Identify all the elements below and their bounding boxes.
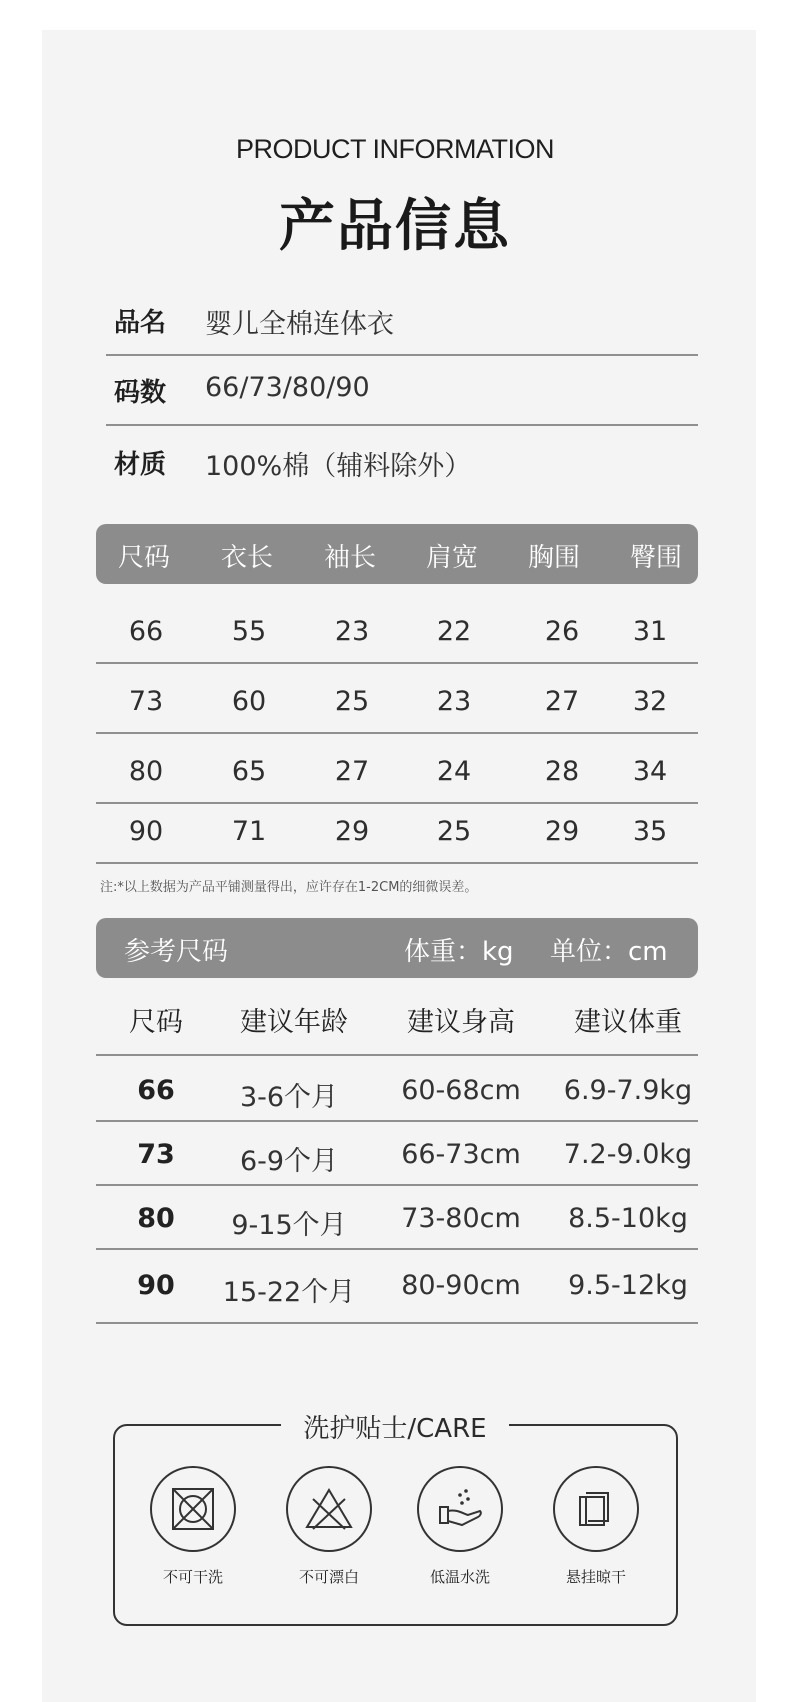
table-cell: 29 xyxy=(334,816,370,847)
table-cell: 73 xyxy=(137,1139,175,1170)
reference-title: 参考尺码 xyxy=(124,937,229,967)
table-cell: 9.5-12kg xyxy=(568,1270,688,1301)
care-title xyxy=(0,1408,790,1445)
care-label: 低温水洗 xyxy=(429,1568,490,1586)
hand-wash-icon xyxy=(417,1466,503,1552)
table-cell: 80-90cm xyxy=(401,1270,521,1301)
page-title: 产品信息 xyxy=(279,194,511,259)
care-item xyxy=(405,1466,515,1587)
table-cell: 6-9个月 xyxy=(239,1146,339,1177)
measurement-note: 注:*以上数据为产品平铺测量得出，应许存在1-2CM的细微误差。 xyxy=(100,880,478,895)
table-cell: 15-22个月 xyxy=(222,1277,356,1308)
table-cell: 25 xyxy=(334,686,370,717)
table-cell: 3-6个月 xyxy=(239,1082,339,1113)
table-row xyxy=(96,594,698,664)
info-key: 材质 xyxy=(114,450,167,480)
table-cell: 26 xyxy=(544,616,580,647)
info-row-name xyxy=(106,288,698,356)
column-header: 建议身高 xyxy=(407,1007,515,1038)
table-cell: 25 xyxy=(436,816,472,847)
size-unit: 单位：cm xyxy=(550,937,668,967)
size-table-header xyxy=(96,524,698,584)
column-header: 尺码 xyxy=(117,543,171,573)
column-header: 建议体重 xyxy=(574,1007,682,1038)
table-cell: 60 xyxy=(231,686,267,717)
reference-table-header xyxy=(96,918,698,978)
weight-unit: 体重：kg xyxy=(404,937,514,967)
table-cell: 27 xyxy=(334,756,370,787)
table-cell: 66 xyxy=(137,1075,175,1106)
table-row xyxy=(96,1186,698,1250)
table-cell: 32 xyxy=(632,686,668,717)
care-title-text: 洗护贴士/CARE xyxy=(281,1414,508,1444)
column-header: 袖长 xyxy=(323,543,377,573)
table-cell: 22 xyxy=(436,616,472,647)
info-value: 婴儿全棉连体衣 xyxy=(205,309,394,340)
no-bleach-icon xyxy=(286,1466,372,1552)
care-item xyxy=(541,1466,651,1587)
table-row xyxy=(96,1250,698,1324)
table-row xyxy=(96,1122,698,1186)
table-cell: 35 xyxy=(632,816,668,847)
table-cell: 90 xyxy=(128,816,164,847)
table-cell: 31 xyxy=(632,616,668,647)
column-header: 衣长 xyxy=(220,543,274,573)
care-label: 不可干洗 xyxy=(162,1568,223,1586)
info-value: 100%棉（辅料除外） xyxy=(205,451,472,482)
table-cell: 71 xyxy=(231,816,267,847)
table-cell: 23 xyxy=(334,616,370,647)
table-cell: 55 xyxy=(231,616,267,647)
column-header: 尺码 xyxy=(129,1007,183,1038)
care-item xyxy=(138,1466,248,1587)
table-cell: 60-68cm xyxy=(401,1075,521,1106)
no-tumble-dry-icon xyxy=(150,1466,236,1552)
column-header: 肩宽 xyxy=(425,543,479,573)
reference-column-headers xyxy=(96,982,698,1056)
table-row xyxy=(96,664,698,734)
table-cell: 9-15个月 xyxy=(231,1210,347,1241)
info-value: 66/73/80/90 xyxy=(205,372,370,403)
english-title: PRODUCT INFORMATION xyxy=(236,134,554,164)
table-cell: 7.2-9.0kg xyxy=(563,1139,693,1170)
table-cell: 24 xyxy=(436,756,472,787)
table-cell: 90 xyxy=(137,1270,175,1301)
column-header: 胸围 xyxy=(527,543,581,573)
table-cell: 29 xyxy=(544,816,580,847)
table-cell: 6.9-7.9kg xyxy=(563,1075,693,1106)
table-row xyxy=(96,1058,698,1122)
column-header: 臀围 xyxy=(629,543,683,573)
care-item xyxy=(274,1466,384,1587)
table-cell: 66-73cm xyxy=(401,1139,521,1170)
info-row-sizes xyxy=(106,358,698,426)
info-key: 码数 xyxy=(114,378,167,408)
column-header: 建议年龄 xyxy=(240,1007,348,1038)
line-dry-icon xyxy=(553,1466,639,1552)
table-cell: 80 xyxy=(137,1203,175,1234)
table-cell: 27 xyxy=(544,686,580,717)
table-cell: 73 xyxy=(128,686,164,717)
table-cell: 66 xyxy=(128,616,164,647)
table-cell: 73-80cm xyxy=(401,1203,521,1234)
table-cell: 23 xyxy=(436,686,472,717)
table-row xyxy=(96,794,698,864)
table-cell: 65 xyxy=(231,756,267,787)
info-key: 品名 xyxy=(114,308,167,338)
info-row-material xyxy=(106,430,698,498)
table-cell: 8.5-10kg xyxy=(568,1203,688,1234)
table-cell: 28 xyxy=(544,756,580,787)
table-cell: 80 xyxy=(128,756,164,787)
table-cell: 34 xyxy=(632,756,668,787)
care-label: 悬挂晾干 xyxy=(565,1568,626,1586)
care-label: 不可漂白 xyxy=(298,1568,359,1586)
